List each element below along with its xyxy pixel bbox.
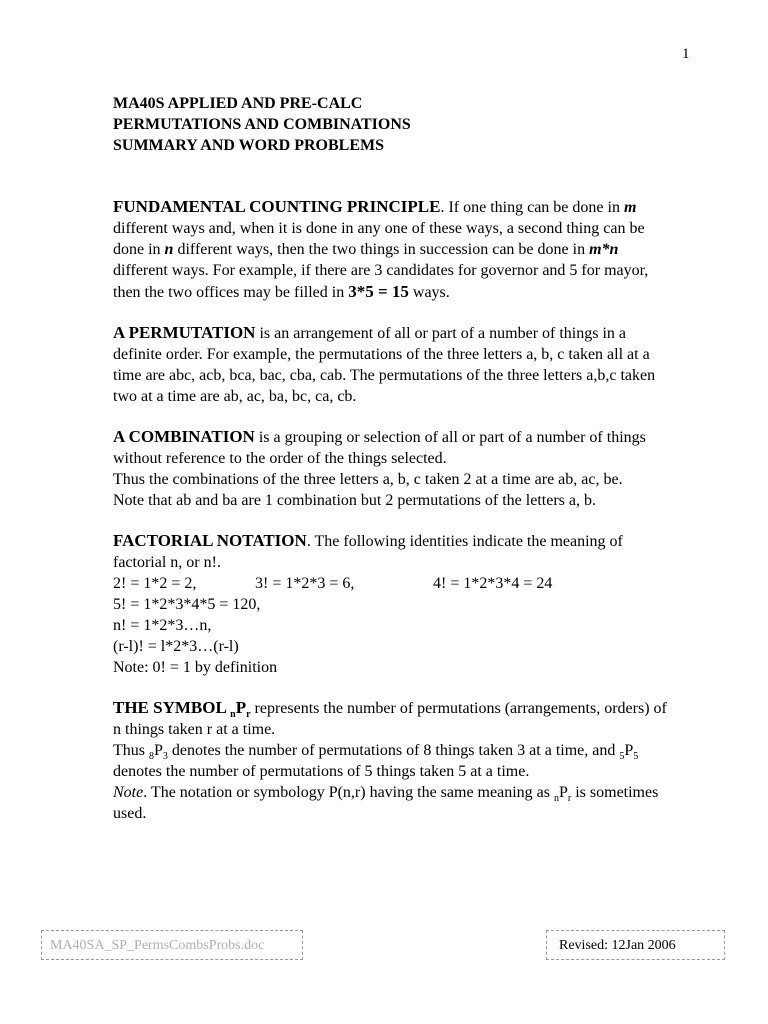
fundamental-counting-principle-paragraph xyxy=(113,196,673,303)
note-label: Note xyxy=(113,784,144,801)
title-line-3: SUMMARY AND WORD PROBLEMS xyxy=(113,137,384,154)
permutation-term: A PERMUTATION xyxy=(113,323,256,342)
factorial-paragraph xyxy=(113,530,673,678)
symbol-text: represents the number of permutations (arrangements, orders) of n things taken r at a time. xyxy=(113,700,667,738)
factorial-row-1 xyxy=(113,573,673,594)
fcp-term: FUNDAMENTAL COUNTING PRINCIPLE xyxy=(113,197,441,216)
symbol-sub-r: r xyxy=(246,709,251,721)
symbol-sub-n: n xyxy=(230,709,236,721)
footer-revised: Revised: 12Jan 2006 xyxy=(546,930,725,960)
symbol-p: P xyxy=(235,698,247,717)
symbol-paragraph xyxy=(113,697,673,824)
permutation-paragraph xyxy=(113,322,673,407)
combination-term: A COMBINATION xyxy=(113,427,255,446)
permutation-text: is an arrangement of all or part of a number of things in a definite order. For example, the permutations of the three letters a, b, c taken all at a time are abc, acb, bca, bac, cba, cab. The permutations of the three letters a,b,c taken two at a time are ab, ac, ba, bc, ca, cb. xyxy=(113,325,656,405)
factorial-term: FACTORIAL NOTATION xyxy=(113,531,307,550)
page-number: 1 xyxy=(682,46,690,62)
factorial-4: 4! = 1*2*3*4 = 24 xyxy=(433,575,553,592)
footer-filename: MA40SA_SP_PermsCombsProbs.doc xyxy=(41,930,303,960)
fcp-calc: 3*5 = 15 xyxy=(348,282,409,301)
symbol-thus-line: Thus $_8P_3$ denotes the number of permutations of 8 things taken 3 at a time, and $_5P_5$ denotes the number of permutations of 5 things taken 5 at a time. xyxy=(113,742,639,780)
factorial-text: . The following identities indicate the meaning of factorial n, or n!. xyxy=(113,533,623,571)
title-line-2: PERMUTATIONS AND COMBINATIONS xyxy=(113,116,411,133)
fcp-text-4: different ways. For example, if there are 3 candidates for governor and 5 for mayor, then the two offices may be filled in xyxy=(113,262,649,301)
fcp-text-3: different ways, then the two things in succession can be done in xyxy=(173,241,590,258)
combination-text: is a grouping or selection of all or part of a number of things without reference to the order of the things selected. xyxy=(113,429,646,467)
fcp-n: n xyxy=(164,241,174,258)
factorial-line-n: n! = 1*2*3…n, xyxy=(113,617,212,634)
document-title xyxy=(113,93,411,156)
fcp-text-2: different ways and, when it is done in any one of these ways, a second thing can be done in xyxy=(113,220,645,258)
combination-line-2: Thus the combinations of the three letters a, b, c taken 2 at a time are ab, ac, be. xyxy=(113,471,623,488)
title-line-1: MA40S APPLIED AND PRE-CALC xyxy=(113,95,363,112)
factorial-line-rl: (r-l)! = l*2*3…(r-l) xyxy=(113,638,239,655)
combination-paragraph xyxy=(113,426,673,511)
symbol-term: THE SYMBOL xyxy=(113,698,231,717)
factorial-note: Note: 0! = 1 by definition xyxy=(113,659,278,676)
symbol-note-line: Note. The notation or symbology P(n,r) having the same meaning as $_nP_r$ is sometimes used. xyxy=(113,784,659,822)
combination-line-3: Note that ab and ba are 1 combination but 2 permutations of the letters a, b. xyxy=(113,492,596,509)
fcp-mn: m*n xyxy=(589,241,619,258)
fcp-m: m xyxy=(623,199,637,216)
factorial-2: 2! = 1*2 = 2, xyxy=(113,575,197,592)
fcp-text-5: ways. xyxy=(408,284,450,301)
factorial-line-5: 5! = 1*2*3*4*5 = 120, xyxy=(113,596,261,613)
fcp-text-1: . If one thing can be done in xyxy=(440,199,624,216)
factorial-3: 3! = 1*2*3 = 6, xyxy=(255,575,355,592)
